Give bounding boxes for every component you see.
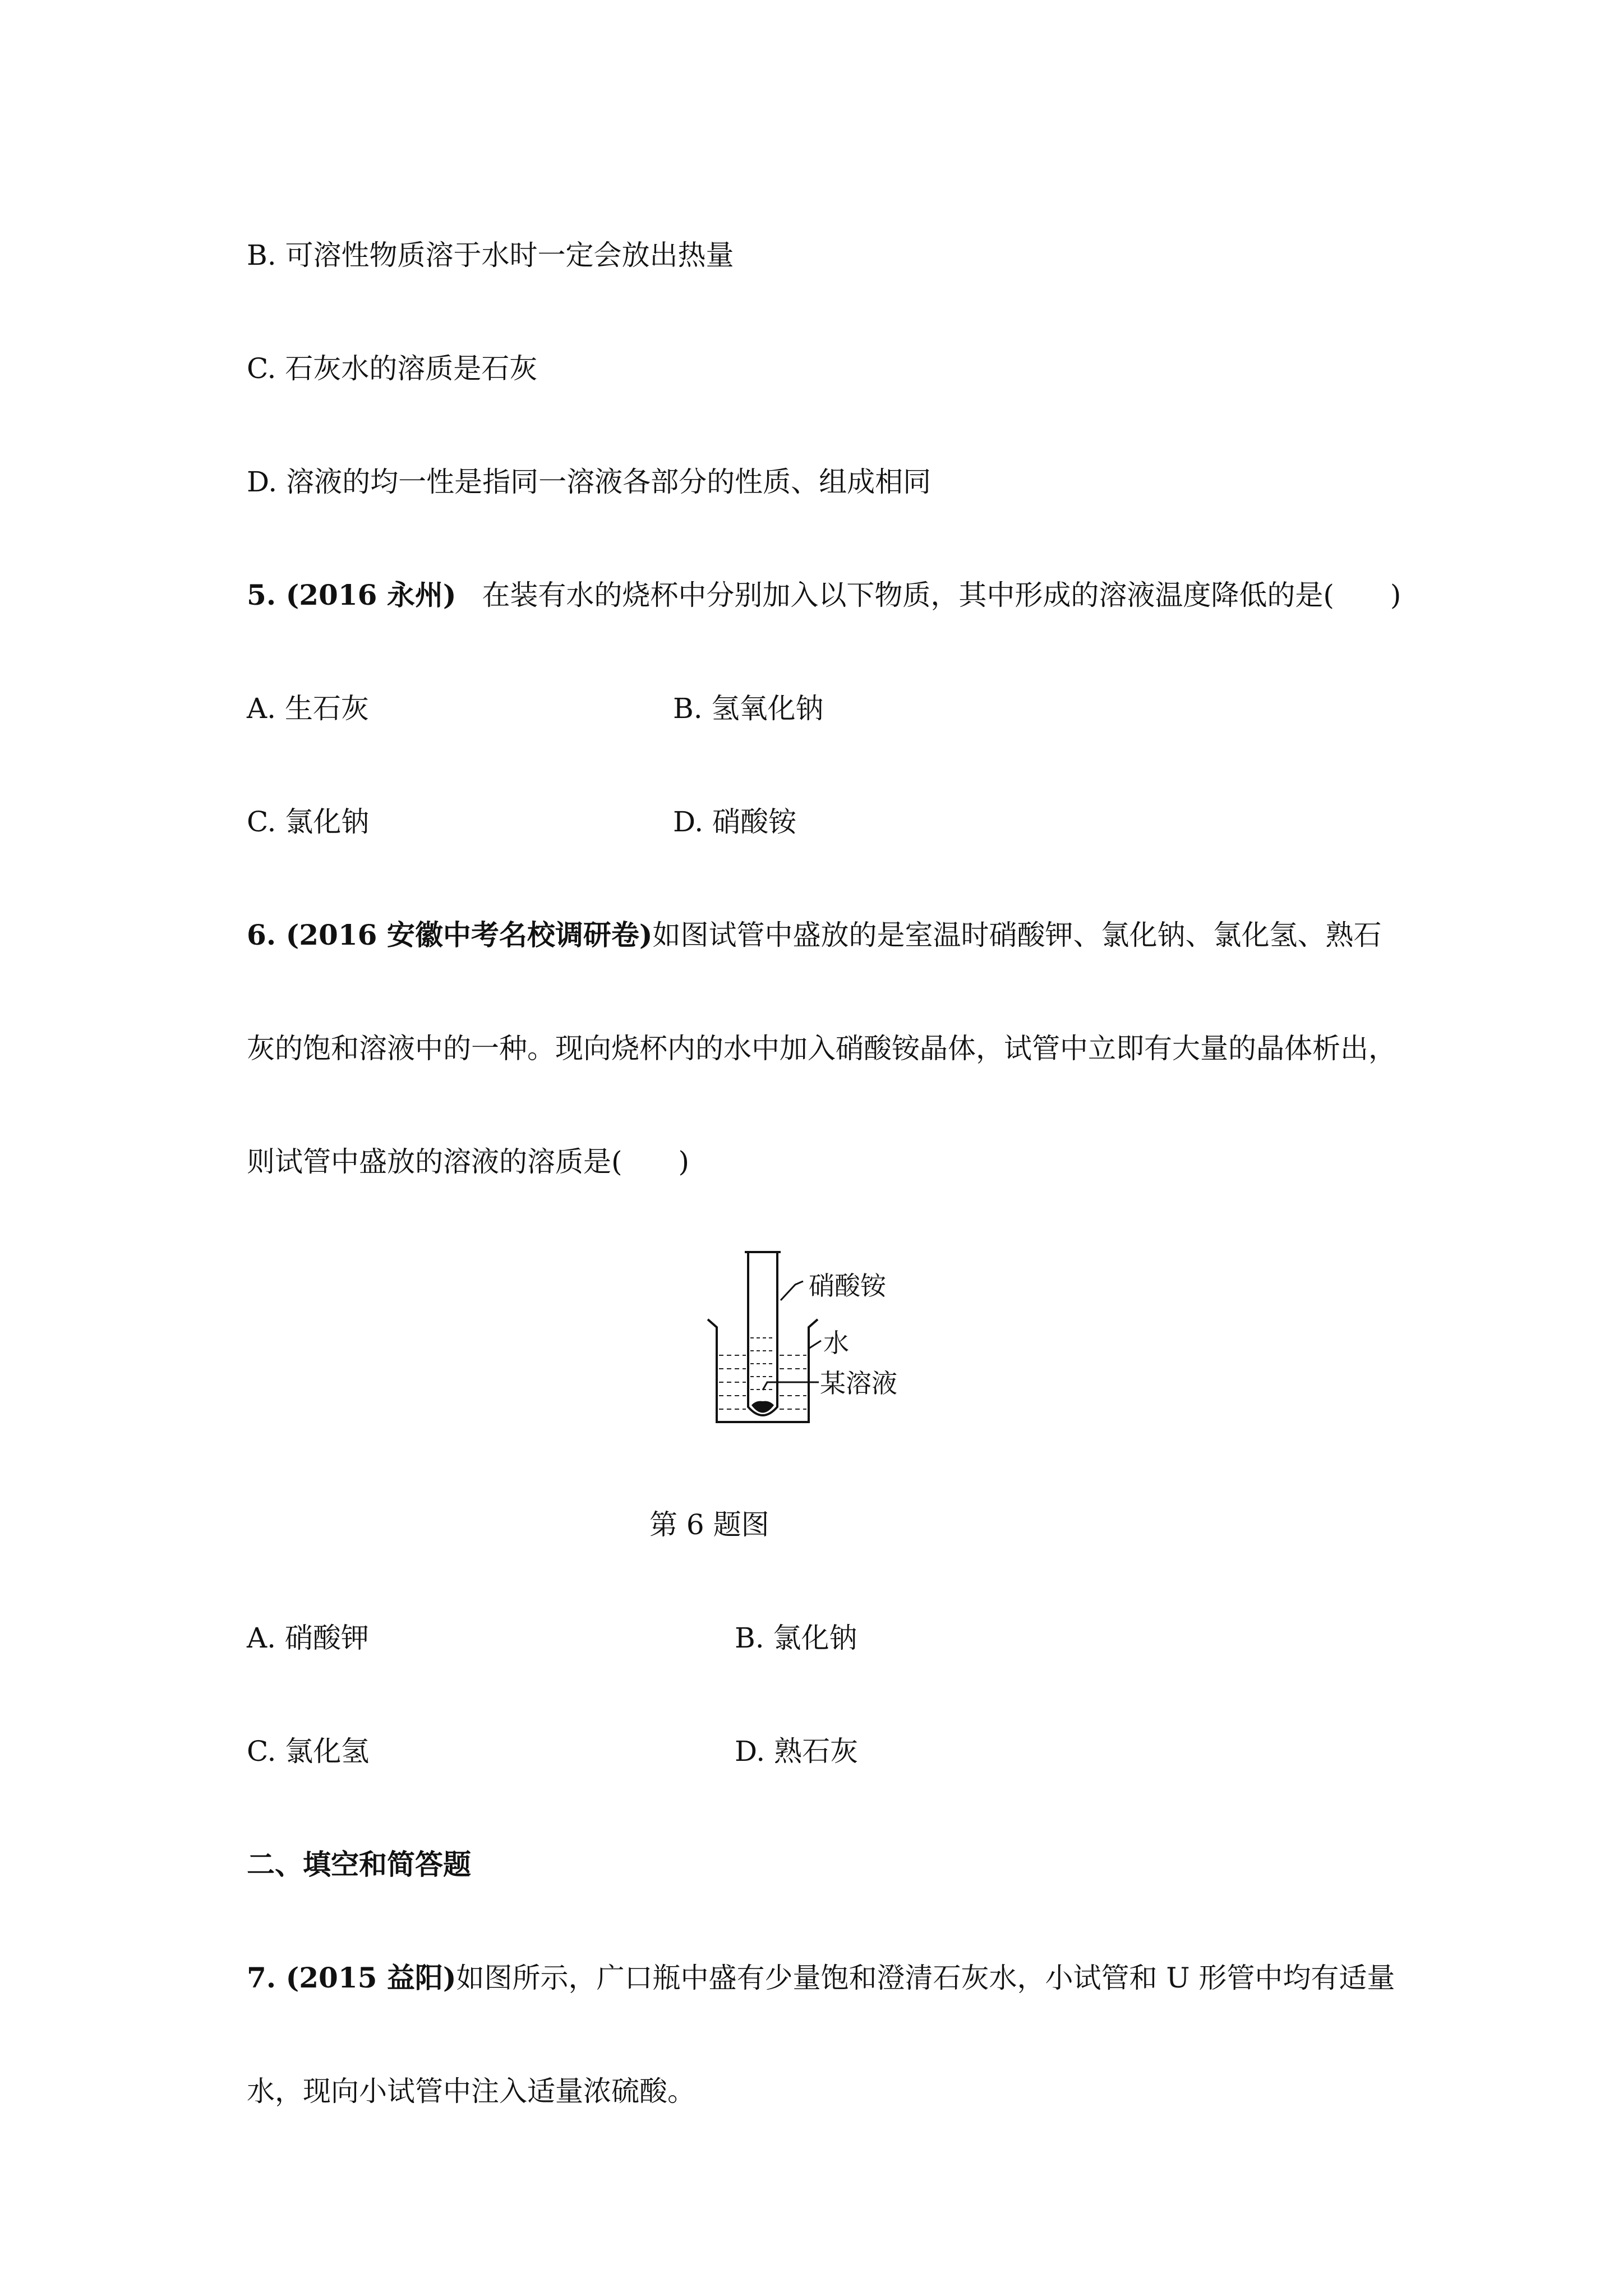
q6-figure-caption: 第 6 题图 — [649, 1508, 769, 1541]
q7-stem-line2: 水，现向小试管中注入适量浓硫酸。 — [247, 2075, 695, 2108]
label-ammonium-nitrate: 硝酸铵 — [809, 1271, 886, 1301]
q6-options-row1 — [247, 1621, 857, 1655]
q6-stem-line2: 灰的饱和溶液中的一种。现向烧杯内的水中加入硝酸铵晶体，试管中立即有大量的晶体析出， — [247, 1032, 1396, 1065]
label-some-solution: 某溶液 — [820, 1368, 897, 1398]
q5-option-a: A. 生石灰 — [247, 692, 369, 725]
q6-question-line1 — [247, 918, 1382, 952]
q6-option-a: A. 硝酸钾 — [247, 1622, 369, 1654]
q6-number-source: 6. (2016 安徽中考名校调研卷) — [247, 918, 653, 951]
q6-option-d: D. 熟石灰 — [735, 1735, 859, 1768]
q6-stem-line1: 如图试管中盛放的是室温时硝酸钾、氯化钠、氯化氢、熟石 — [652, 919, 1382, 951]
q6-option-c: C. 氯化氢 — [247, 1735, 370, 1768]
q5-option-d: D. 硝酸铵 — [673, 806, 797, 838]
q5-number-source: 5. (2016 永州) — [247, 578, 457, 611]
q6-options-row2 — [247, 1734, 859, 1768]
q5-options-row1 — [247, 692, 824, 725]
label-water: 水 — [823, 1328, 849, 1358]
q6-stem-line3: 则试管中盛放的溶液的溶质是( ) — [247, 1145, 690, 1178]
section-title: 二、填空和简答题 — [247, 1848, 471, 1881]
q4-option-c: C. 石灰水的溶质是石灰 — [247, 352, 538, 385]
q5-option-c: C. 氯化钠 — [247, 806, 370, 838]
q7-stem-line1: 如图所示，广口瓶中盛有少量饱和澄清石灰水，小试管和 U 形管中均有适量 — [456, 1962, 1395, 1994]
q5-question — [247, 578, 1401, 612]
q4-option-b: B. 可溶性物质溶于水时一定会放出热量 — [247, 239, 734, 272]
q6-figure — [701, 1245, 942, 1436]
q7-number-source: 7. (2015 益阳) — [247, 1961, 457, 1994]
q5-option-b: B. 氢氧化钠 — [673, 692, 824, 725]
q5-stem: 在装有水的烧杯中分别加入以下物质，其中形成的溶液温度降低的是( ) — [482, 579, 1401, 611]
q7-question-line1 — [247, 1961, 1395, 1995]
crystal-precipitate — [751, 1401, 774, 1413]
q4-option-d: D. 溶液的均一性是指同一溶液各部分的性质、组成相同 — [247, 466, 932, 498]
q5-options-row2 — [247, 805, 797, 839]
q6-option-b: B. 氯化钠 — [735, 1622, 857, 1654]
test-tube — [745, 1252, 781, 1415]
